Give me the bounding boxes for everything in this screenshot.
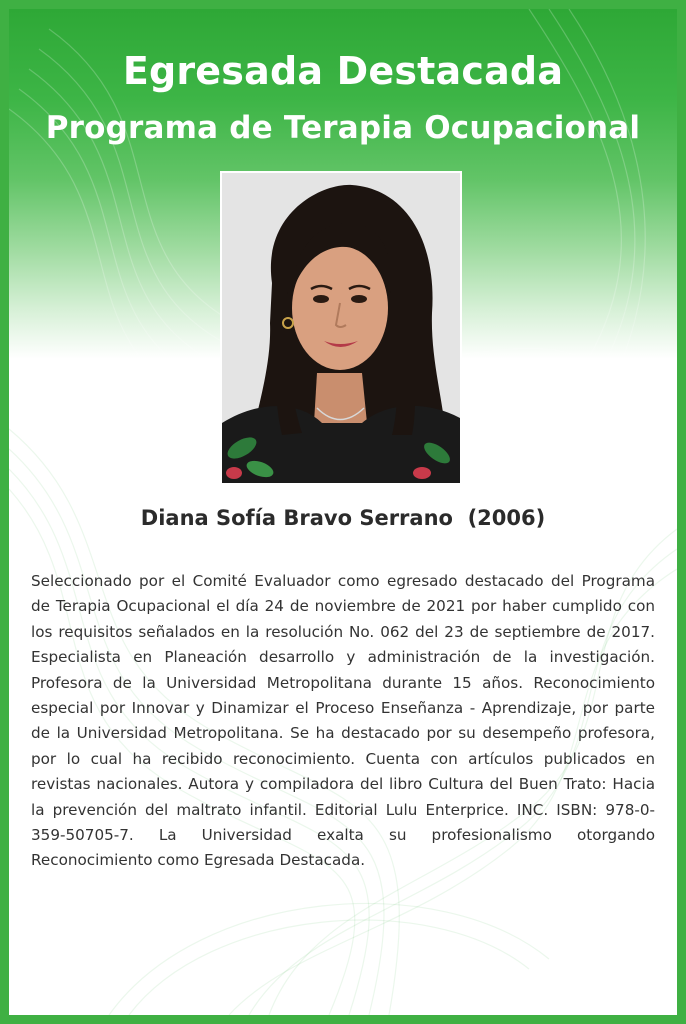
graduate-name: Diana Sofía Bravo Serrano (2006) [140, 506, 546, 530]
page-title: Egresada Destacada [122, 49, 564, 93]
page-subtitle: Programa de Terapia Ocupacional [45, 110, 641, 146]
profile-photo [220, 171, 462, 485]
graduate-bio: Seleccionado por el Comité Evaluador como egresado destacado del Programa de Terapia Ocupacional el día 24 de noviembre de 2021 por haber cumplido con los requisitos señalados en la resolución No. 062 del 23 de septiembre de 2017. Especialista en Planeación desarrollo y administración de la investigación. Profesora de la Universidad Metropolitana durante 15 años. Reconocimiento especial por Innovar y Dinamizar el Proceso Enseñanza - Aprendizaje, por parte de la Universidad Metropolitana. Se ha destacado por su desempeño profesora, por lo cual ha recibido reconocimiento. Cuenta con artículos publicados en revistas nacionales. Autora y compiladora del libro Cultura del Buen Trato: Hacia la prevención del maltrato infantil. Editorial Lulu Enterprice. INC. ISBN: 978-0-359-50705-7. La Universidad exalta su profesionalismo otorgando Reconocimiento como Egresada Destacada. [31, 572, 655, 870]
